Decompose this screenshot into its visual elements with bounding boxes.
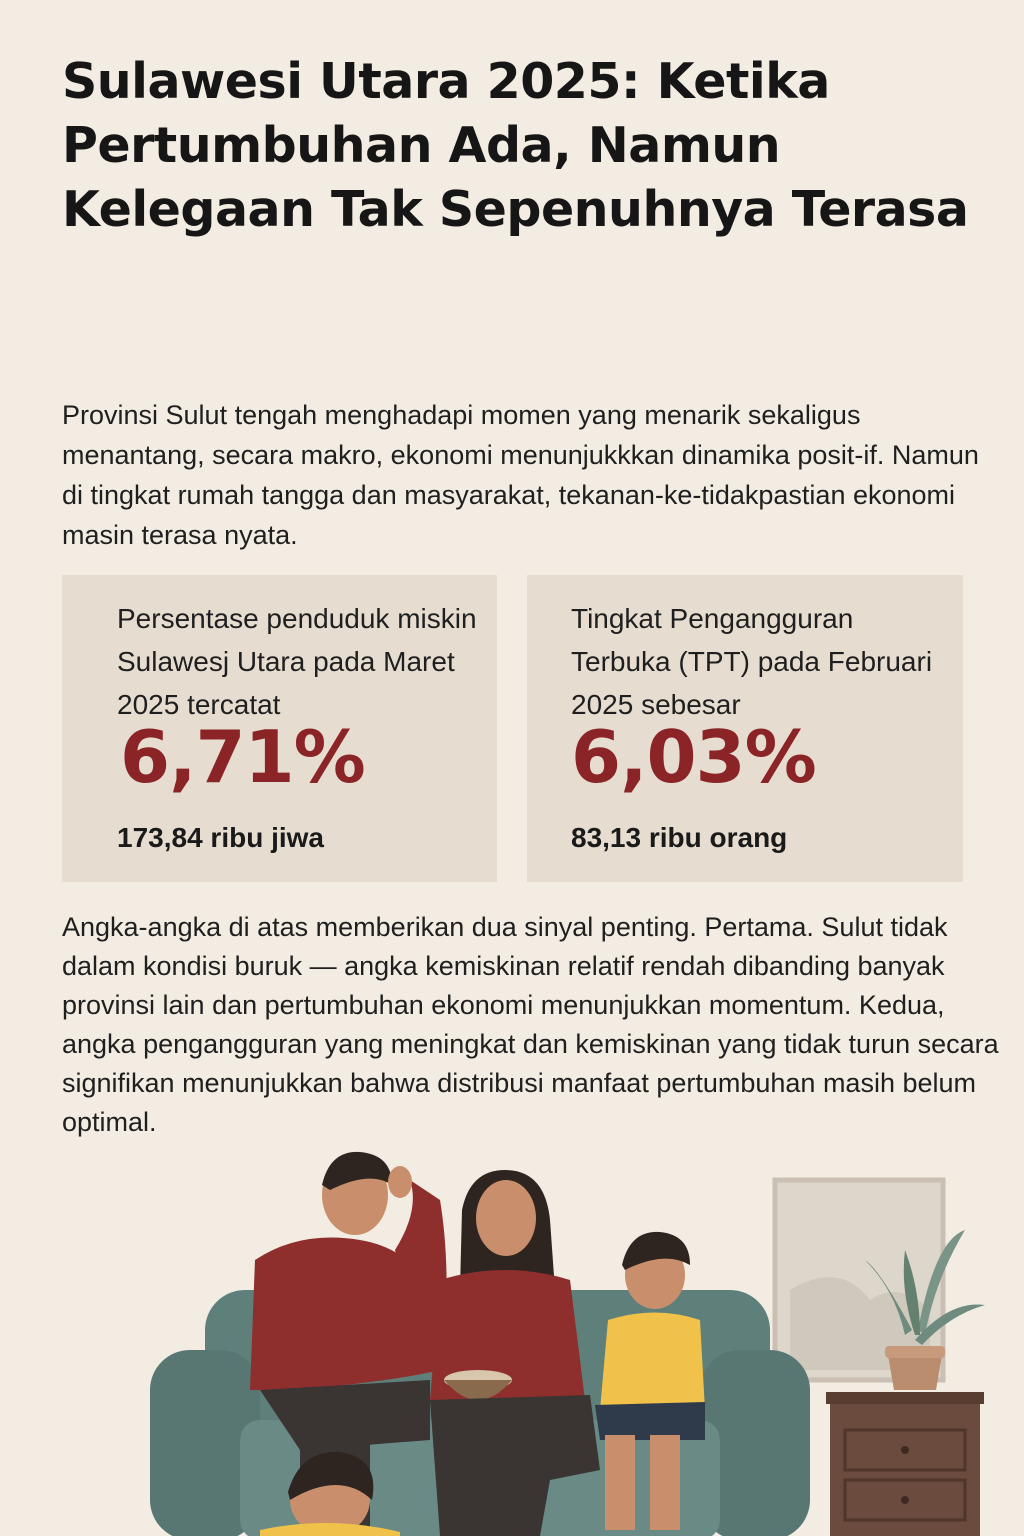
stat-value: 6,03%: [571, 715, 816, 799]
page-title: Sulawesi Utara 2025: Ketika Pertumbuhan Ada, Namun Kelegaan Tak Sepenuhnya Terasa: [62, 53, 969, 238]
stat-card-unemployment: [527, 575, 963, 882]
intro-paragraph: Provinsi Sulut tengah menghadapi momen yang menarik sekaligus menantang, secara makro, ekonomi menunjukkkan dinamika posit-if. Namun di tingkat rumah tangga dan masyarakat, tekanan-ke-tidakpastian ekonomi masin terasa nyata.: [62, 400, 979, 550]
stat-card-poverty: [62, 575, 497, 882]
body-paragraph: Angka-angka di atas memberikan dua sinyal penting. Pertama. Sulut tidak dalam kondisi buruk — angka kemiskinan relatif rendah dibanding banyak provinsi lain dan pertumbuhan ekonomi menunjukkan momentum. Kedua, angka pengangguran yang meningkat dan kemiskinan yang tidak turun secara signifikan menunjukkan bahwa distribusi manfaat pertumbuhan masih belum optimal.: [62, 912, 999, 1137]
stat-label: Tingkat Pengangguran Terbuka (TPT) pada Februari 2025 sebesar: [571, 603, 933, 720]
stat-subvalue: 83,13 ribu orang: [571, 822, 788, 853]
stat-value: 6,71%: [120, 715, 365, 799]
stat-label: Persentase penduduk miskin Sulawesj Utara pada Maret 2025 tercatat: [117, 603, 477, 720]
stat-subvalue: 173,84 ribu jiwa: [117, 822, 324, 853]
cabinet-icon: [826, 1392, 984, 1536]
family-illustration: [0, 1140, 1024, 1536]
